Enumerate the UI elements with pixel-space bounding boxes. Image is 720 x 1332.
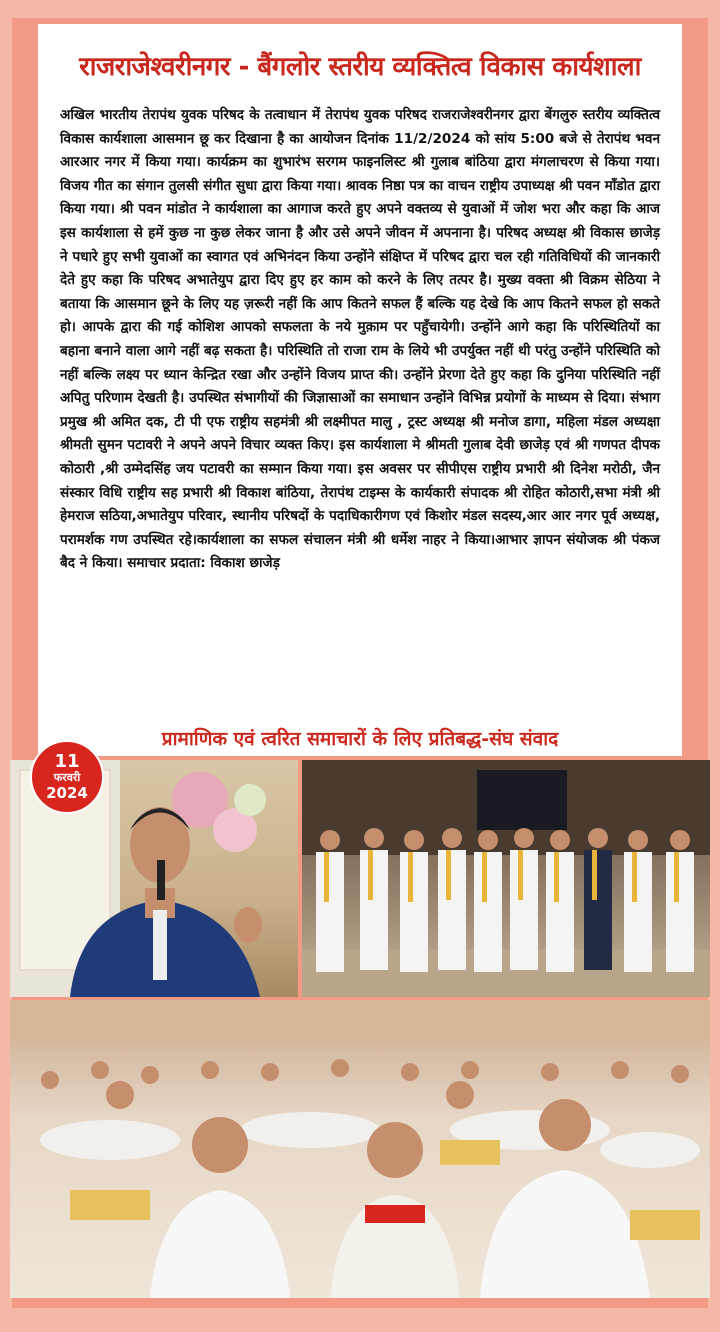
audience-photo [10, 1000, 710, 1298]
headline: राजराजेश्वरीनगर - बैंगलोर स्तरीय व्यक्तित्व विकास कार्यशाला [79, 52, 641, 82]
date-month: फरवरी [53, 771, 81, 784]
article-body: अखिल भारतीय तेरापंथ युवक परिषद के तत्वाधान में तेरापंथ युवक परिषद राजराजेश्वरीनगर द्वारा बेंगलुरु स्तरीय व्यक्तित्व विकास कार्यशाला आसमान छू कर दिखाना है का आयोजन दिनांक 11/2/2024 को सांय 5:00 बजे से तेरापंथ भवन आरआर नगर में किया गया। कार्यक्रम का शुभारंभ सरगम फाइनलिस्ट श्री गुलाब बांठिया द्वारा मंगलाचरण से किया गया। विजय गीत का संगान तुलसी संगीत सुधा द्वारा किया गया। श्रावक निष्ठा पत्र का वाचन राष्ट्रीय उपाध्यक्ष श्री पवन माँडोत द्वारा किया गया। श्री पवन मांडोत ने कार्यशाला का आगाज करते हुए अपने वक्तव्य से युवाओं में जोश भरा और कहा कि आज इस कार्यशाला से हमें कुछ ना कुछ लेकर जाना है और उसे अपने जीवन में अपनाना है। परिषद अध्यक्ष श्री विकास छाजेड़ ने पधारे हुए सभी युवाओं का स्वागत एवं अभिनंदन किया उन्होंने संक्षिप्त में परिषद द्वारा चल रही गतिविधियों की जानकारी देते हुए कहा कि परिषद अभातेयुप द्वारा दिए हुए हर काम को करने के लिए तत्पर है। मुख्य वक्ता श्री विक्रम सेठिया ने बताया कि आसमान छूने के लिए यह ज़रूरी नहीं कि आप कितने सफल हैं बल्कि यह देखे कि आप कितने सफल हो सकते हो। आपके द्वारा की गई कोशिश आपको सफलता के नये मुक़ाम पर पहुँचायेगी। उन्होंने आगे कहा कि परिस्थितियों का बहाना बनाने वाला आगे नहीं बढ़ सकता है। परिस्थिति तो राजा राम के लिये भी उपर्युक्त नहीं थी परंतु उन्होंने परिस्थिति को नहीं बल्कि लक्ष्य पर ध्यान केन्द्रित रखा और उन्होंने विजय प्राप्त की। उन्होंने प्रेरणा देते हुए कहा कि दुनिया परिस्थिति नहीं अपितु परिणाम देखती है। उपस्थित संभागीयों की जिज्ञासाओं का समाधान उन्होंने विभिन्न प्रयोगों के माध्यम से दिया। संभाग प्रमुख श्री अमित दक, टी पी एफ राष्ट्रीय सहमंत्री श्री लक्ष्मीपत मालु , ट्रस्ट अध्यक्ष श्री मनोज डागा, महिला मंडल अध्यक्षा श्रीमती सुमन पटावरी ने अपने अपने विचार व्यक्त किए। इस कार्यशाला मे श्रीमती गुलाब देवी छाजेड़ एवं श्री गणपत दीपक कोठारी ,श्री उम्मेदसिंह जय पटावरी का सम्मान किया गया। इस अवसर पर सीपीएस राष्ट्रीय प्रभारी श्री दिनेश मरोठी, जैन संस्कार विधि राष्ट्रीय सह प्रभारी श्री विकाश बांठिया, तेरापंथ टाइम्स के कार्यकारी संपादक श्री रोहित कोठारी,सभा मंत्री श्री हेमराज सठिया,अभातेयुप परिवार, स्थानीय परिषदों के पदाधिकारीगण एवं किशोर मंडल सदस्य,आर आर नगर पूर्व अध्यक्ष, परामर्शक गण उपस्थित रहे।कार्यशाला का सफल संचालन मंत्री श्री धर्मेश नाहर ने किया।आभार ज्ञापन संयोजक श्री पंकज बैद ने किया। समाचार प्रदाता: विकाश छाजेड़ [60, 107, 660, 572]
tagline: प्रामाणिक एवं त्वरित समाचारों के लिए प्रतिबद्ध-संघ संवाद [161, 728, 559, 750]
audience-illustration [10, 1000, 710, 1298]
date-year: 2024 [46, 784, 88, 802]
group-photo [302, 760, 710, 997]
group-illustration [302, 760, 710, 997]
date-day: 11 [54, 751, 80, 772]
date-badge [30, 740, 104, 814]
